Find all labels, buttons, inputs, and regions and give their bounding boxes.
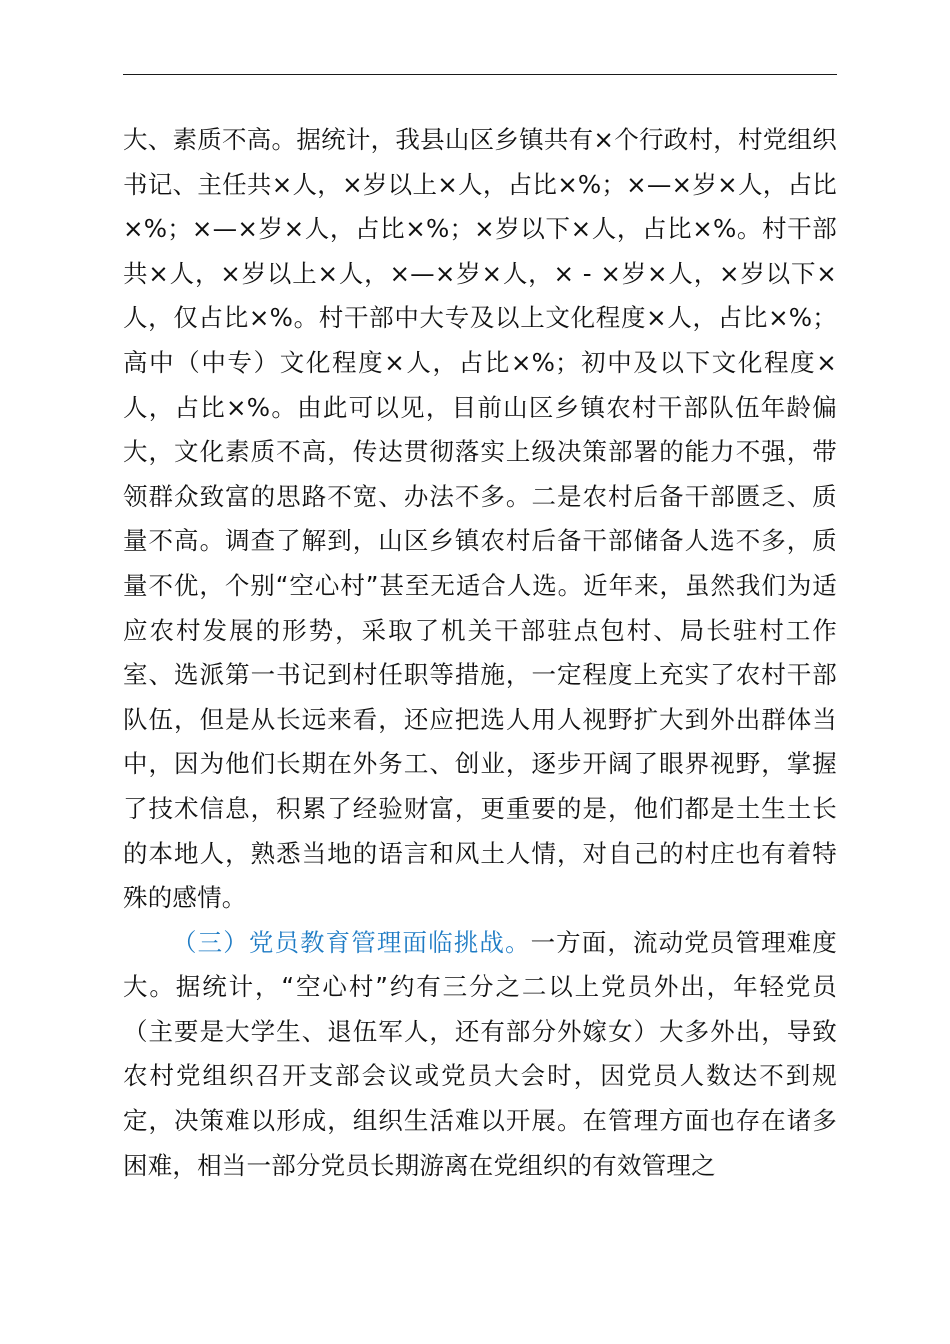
paragraph-section-three <box>123 921 837 1189</box>
section-body: 一方面，流动党员管理难度大。据统计，“空心村”约有三分之二以上党员外出，年轻党员（主要是大学生、退伍军人，还有部分外嫁女）大多外出，导致农村党组织召开支部会议或党员大会时，因党员人数达不到规定，决策难以形成，组织生活难以开展。在管理方面也存在诸多困难，相当一部分党员长期游离在党组织的有效管理之 <box>123 927 837 1180</box>
header-rule <box>123 74 837 75</box>
paragraph-continuation: 大、素质不高。据统计，我县山区乡镇共有×个行政村，村党组织书记、主任共×人，×岁以上×人，占比×%；×—×岁×人，占比×%；×—×岁×人，占比×%；×岁以下×人，占比×%。村干部共×人，×岁以上×人，×—×岁×人，× - ×岁×人，×岁以下×人，仅占比×%。村干部中大专及以上文化程度×人，占比×%；高中（中专）文化程度×人，占比×%；初中及以下文化程度×人，占比×%。由此可以见，目前山区乡镇农村干部队伍年龄偏大，文化素质不高，传达贯彻落实上级决策部署的能力不强，带领群众致富的思路不宽、办法不多。二是农村后备干部匮乏、质量不高。调查了解到，山区乡镇农村后备干部储备人选不多，质量不优，个别“空心村”甚至无适合人选。近年来，虽然我们为适应农村发展的形势，采取了机关干部驻点包村、局长驻村工作室、选派第一书记到村任职等措施，一定程度上充实了农村干部队伍，但是从长远来看，还应把选人用人视野扩大到外出群体当中，因为他们长期在外务工、创业，逐步开阔了眼界视野，掌握了技术信息，积累了经验财富，更重要的是，他们都是土生土长的本地人，熟悉当地的语言和风土人情，对自己的村庄也有着特殊的感情。 <box>123 125 837 913</box>
body-text <box>123 118 837 1188</box>
section-heading: （三）党员教育管理面临挑战。 <box>172 927 531 957</box>
